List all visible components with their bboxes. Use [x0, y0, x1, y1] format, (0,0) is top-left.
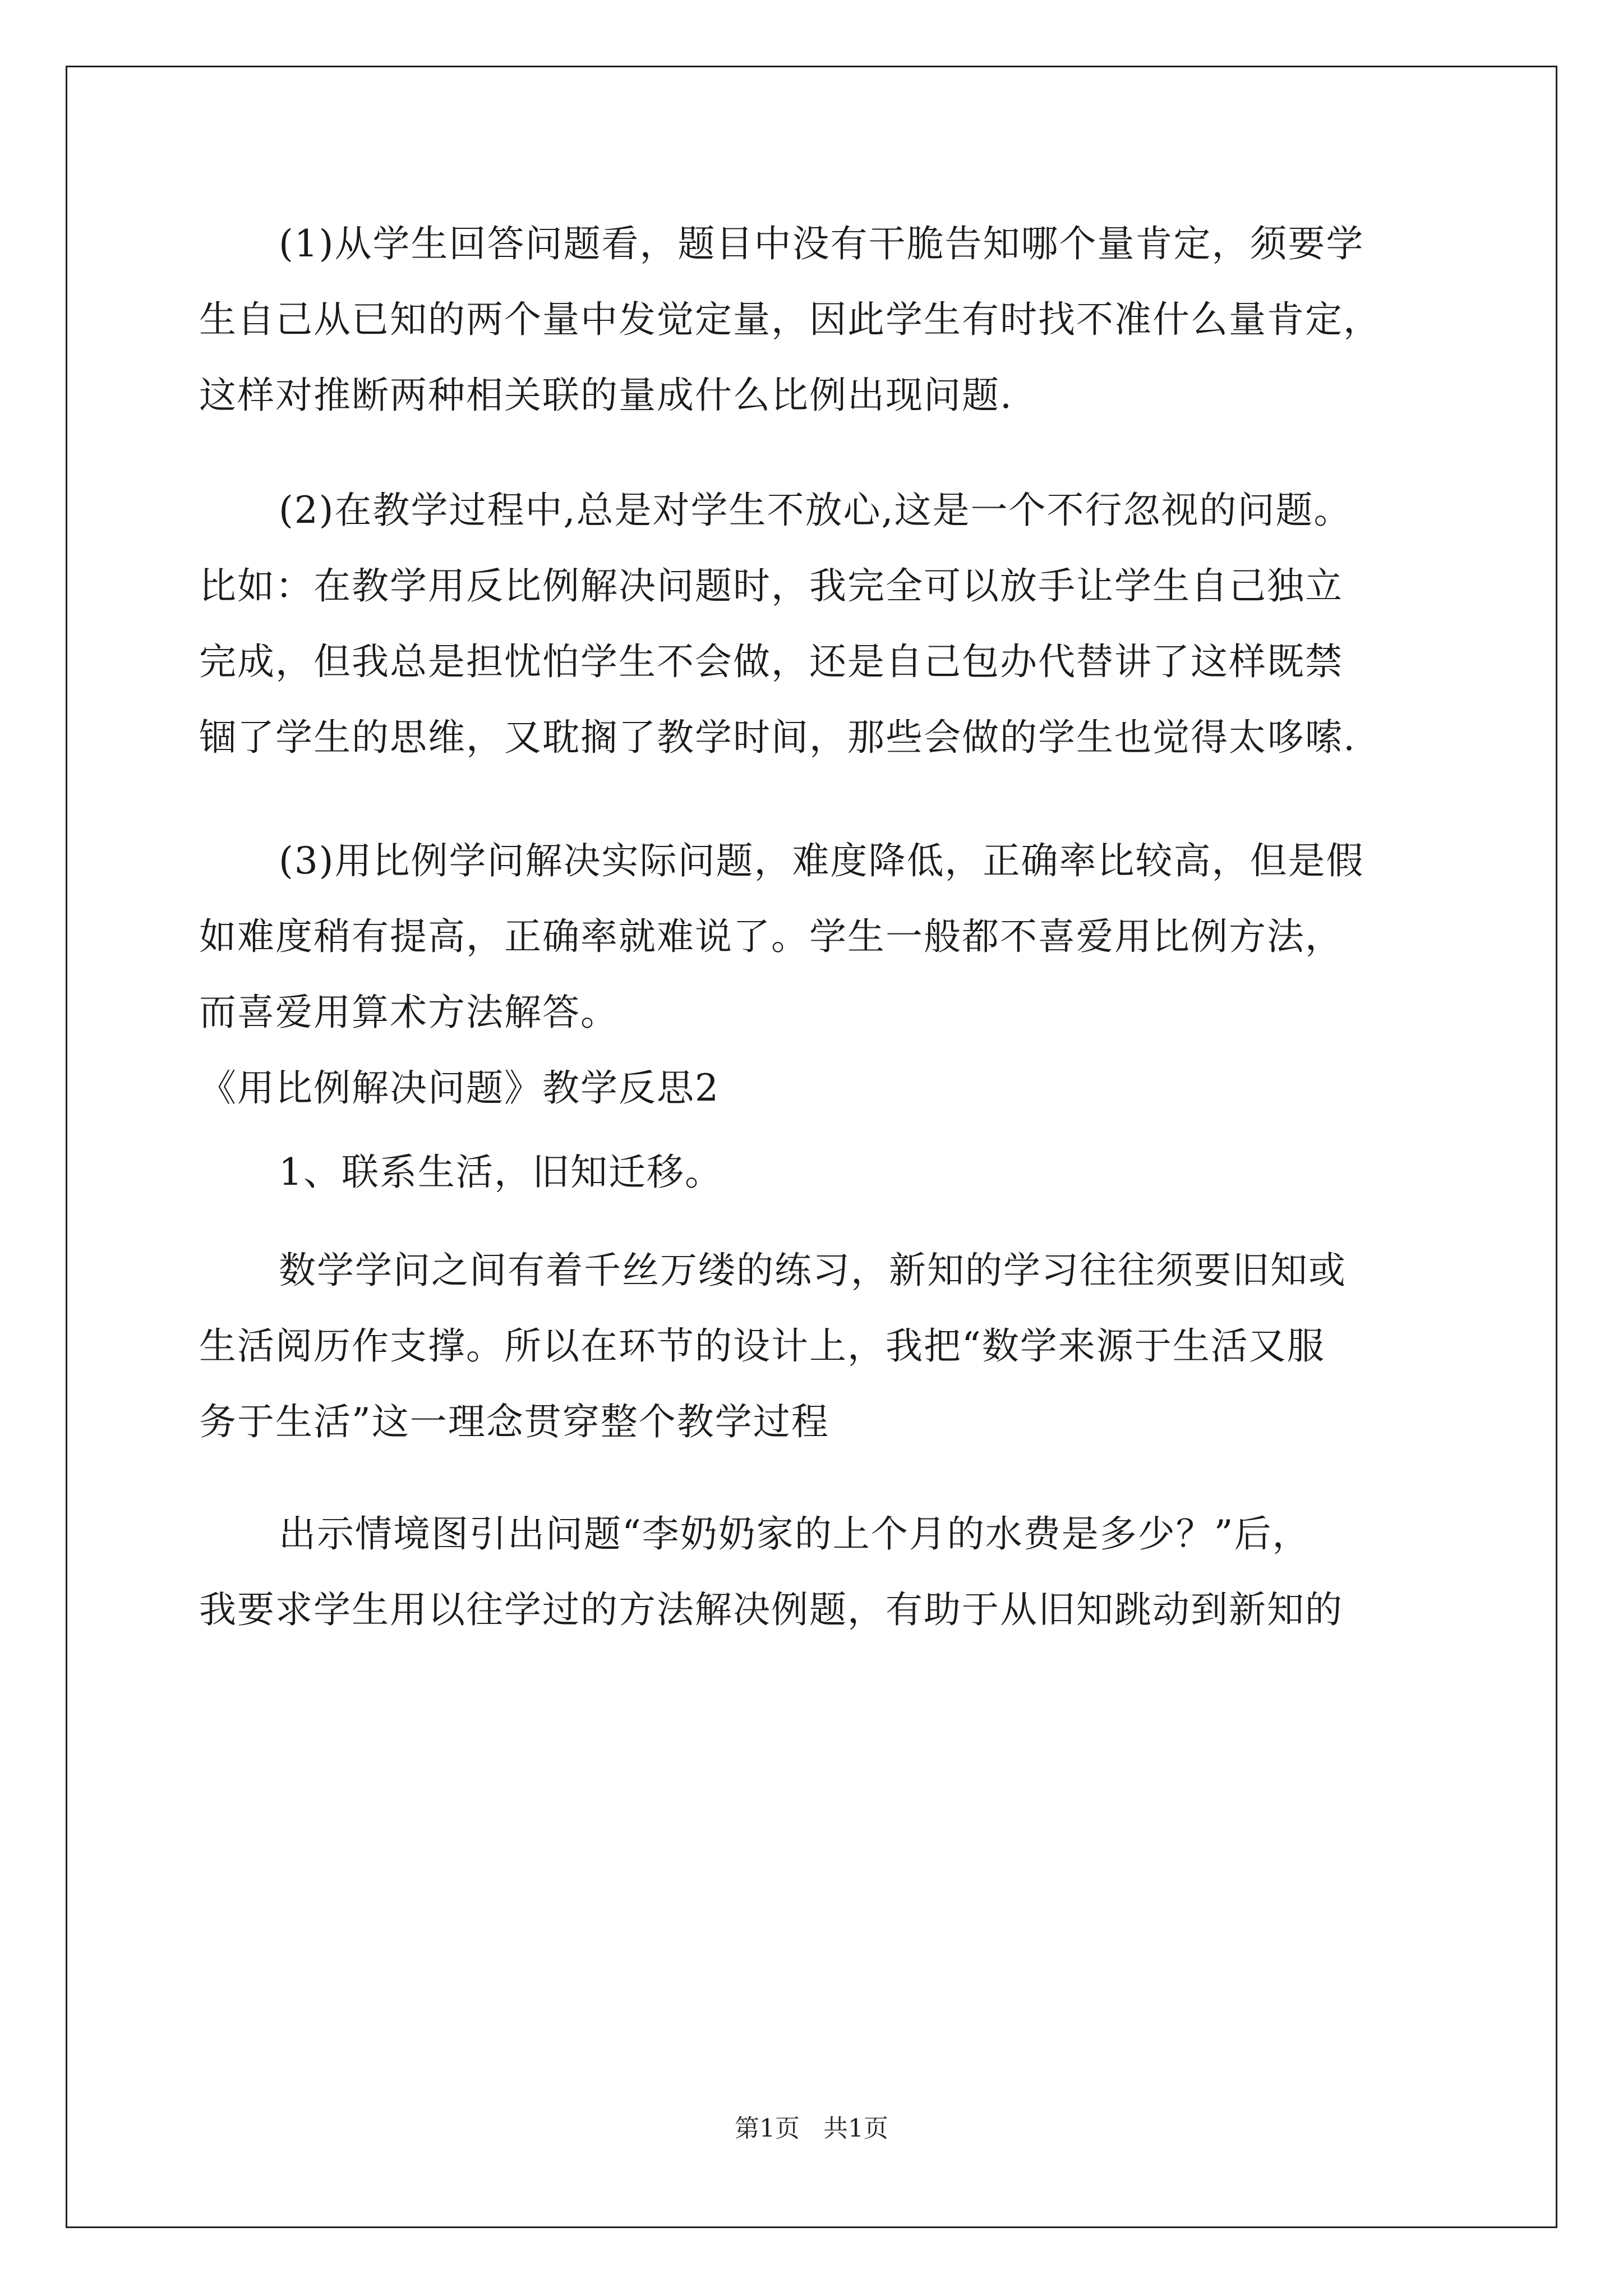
text-line: (1)从学生回答问题看，题目中没有干脆告知哪个量肯定，须要学: [279, 222, 1364, 265]
page-number-footer: 第1页 共1页: [735, 2114, 888, 2143]
text-line: 1、联系生活，旧知迁移。: [279, 1151, 723, 1194]
text-line: 比如：在教学用反比例解决问题时，我完全可以放手让学生自己独立: [199, 564, 1343, 608]
text-line: 生活阅历作支撑。所以在环节的设计上，我把“数学来源于生活又服: [199, 1324, 1325, 1368]
text-line: 我要求学生用以往学过的方法解决例题，有助于从旧知跳动到新知的: [199, 1588, 1343, 1631]
text-line: (2)在教学过程中,总是对学生不放心,这是一个不行忽视的问题。: [279, 489, 1352, 532]
text-line: 数学学问之间有着千丝万缕的练习，新知的学习往往须要旧知或: [279, 1249, 1347, 1292]
text-line: (3)用比例学问解决实际问题，难度降低，正确率比较高，但是假: [279, 839, 1364, 882]
text-line: 务于生活”这一理念贯穿整个教学过程: [199, 1400, 829, 1443]
text-line: 锢了学生的思维，又耽搁了教学时间，那些会做的学生也觉得太哆嗦.: [199, 716, 1356, 759]
text-line: 生自己从已知的两个量中发觉定量，因此学生有时找不准什么量肯定，: [199, 298, 1381, 341]
text-line: 如难度稍有提高，正确率就难说了。学生一般都不喜爱用比例方法，: [199, 915, 1343, 958]
text-line: 这样对推断两种相关联的量成什么比例出现问题.: [199, 374, 1013, 417]
text-line: 《用比例解决问题》教学反思2: [199, 1066, 720, 1110]
text-line: 完成，但我总是担忧怕学生不会做，还是自己包办代替讲了这样既禁: [199, 640, 1343, 683]
text-line: 而喜爱用算术方法解答。: [199, 991, 619, 1034]
text-line: 出示情境图引出问题“李奶奶家的上个月的水费是多少？”后，: [279, 1512, 1311, 1556]
